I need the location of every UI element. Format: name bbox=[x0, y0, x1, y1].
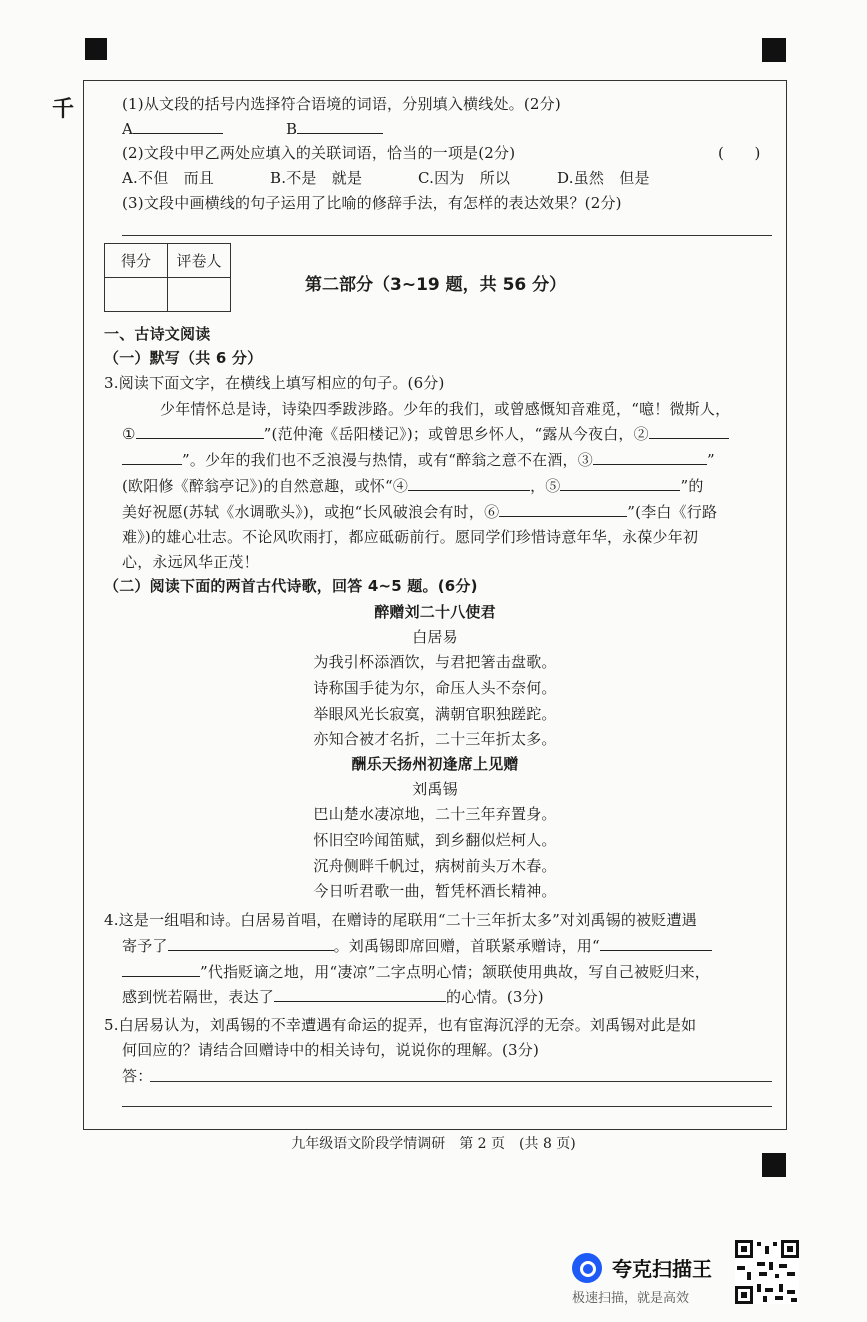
answer-label: 答： bbox=[122, 1067, 153, 1085]
poem2-author: 刘禹锡 bbox=[412, 780, 458, 798]
poem2-line-4: 今日听君歌一曲，暂凭杯酒长精神。 bbox=[313, 882, 557, 900]
q2-answer-paren[interactable]: ( ) bbox=[718, 144, 761, 162]
blank-2[interactable] bbox=[649, 424, 729, 439]
q4-blank-1[interactable] bbox=[168, 936, 334, 951]
blank-1[interactable] bbox=[136, 424, 264, 439]
blank-2-cont[interactable] bbox=[122, 450, 182, 465]
q4-line-2: 寄予了 。刘禹锡即席回赠，首联紧承赠诗，用“ bbox=[122, 936, 712, 956]
registration-mark-top-right bbox=[762, 38, 786, 62]
answer-line[interactable] bbox=[122, 235, 772, 236]
blank-b[interactable] bbox=[297, 119, 383, 134]
q4-blank-2-cont[interactable] bbox=[122, 962, 200, 977]
answer-line-1[interactable] bbox=[150, 1081, 772, 1082]
qr-code-icon bbox=[735, 1240, 799, 1304]
poem1-line-2: 诗称国手徒为尔，命压人头不奈何。 bbox=[313, 679, 557, 697]
side-mark: 千 bbox=[52, 97, 75, 122]
option-b: B.不是 就是 bbox=[270, 169, 363, 187]
scanner-watermark bbox=[568, 1247, 728, 1307]
poem1-title: 醉赠刘二十八使君 bbox=[374, 603, 496, 621]
q5-line-2: 何回应的？请结合回赠诗中的相关诗句，说说你的理解。(3分) bbox=[122, 1041, 540, 1059]
score-header: 得分 bbox=[105, 244, 168, 278]
sub1-title: （一）默写（共 6 分） bbox=[104, 349, 263, 367]
scanner-logo-icon bbox=[572, 1253, 602, 1283]
q4-line-3: ”代指贬谪之地，用“凄凉”二字点明心情；颔联使用典故，写自己被贬归来， bbox=[122, 962, 710, 982]
q4-line-4: 感到恍若隔世，表达了 的心情。(3分) bbox=[122, 988, 544, 1006]
poem1-author: 白居易 bbox=[412, 628, 458, 646]
blank-4[interactable] bbox=[408, 476, 530, 491]
score-cell[interactable] bbox=[105, 278, 168, 312]
label-a: A bbox=[122, 120, 134, 138]
q5-line-1: 5.白居易认为，刘禹锡的不幸遭遇有命运的捉弄，也有宦海沉浮的无奈。刘禹锡对此是如 bbox=[104, 1016, 697, 1034]
section-title: 一、古诗文阅读 bbox=[104, 325, 211, 343]
poem2-title: 酬乐天扬州初逢席上见赠 bbox=[351, 755, 519, 773]
q1-answer-row bbox=[122, 119, 383, 139]
score-table bbox=[104, 243, 231, 312]
passage-line-4: (欧阳修《醉翁亭记》)的自然意趣，或怀“④ ，⑤ ”的 bbox=[122, 477, 704, 495]
q2-text: (2)文段中甲乙两处应填入的关联词语，恰当的一项是(2分) bbox=[122, 144, 516, 162]
poem1-line-4: 亦知合被才名折，二十三年折太多。 bbox=[313, 730, 557, 748]
passage-line-7: 心，永远风华正茂！ bbox=[122, 553, 259, 571]
passage-line-2: ① ”(范仲淹《岳阳楼记》)；或曾思乡怀人，“露从今夜白，② bbox=[122, 424, 729, 444]
q4-blank-3[interactable] bbox=[274, 987, 446, 1002]
poem2-line-3: 沉舟侧畔千帆过，病树前头万木春。 bbox=[313, 857, 557, 875]
grader-header: 评卷人 bbox=[168, 244, 231, 278]
page-footer: 九年级语文阶段学情调研 第 2 页 (共 8 页) bbox=[291, 1136, 576, 1152]
blank-6[interactable] bbox=[499, 502, 627, 517]
passage-line-3: ”。少年的我们也不乏浪漫与热情，或有“醉翁之意不在酒，③ ” bbox=[122, 450, 715, 470]
option-d: D.虽然 但是 bbox=[557, 169, 650, 187]
poem1-line-1: 为我引杯添酒饮，与君把箸击盘歌。 bbox=[313, 653, 557, 671]
q4-line-1: 4.这是一组唱和诗。白居易首唱，在赠诗的尾联用“二十三年折太多”对刘禹锡的被贬遭遇 bbox=[104, 911, 697, 929]
blank-5[interactable] bbox=[560, 476, 680, 491]
passage-line-6: 难》)的雄心壮志。不论风吹雨打，都应砥砺前行。愿同学们珍惜诗意年华，永葆少年初 bbox=[122, 528, 699, 546]
brand-slogan: 极速扫描，就是高效 bbox=[572, 1291, 690, 1306]
poem2-line-2: 怀旧空吟闻笛赋，到乡翻似烂柯人。 bbox=[313, 831, 557, 849]
grader-cell[interactable] bbox=[168, 278, 231, 312]
blank-a[interactable] bbox=[133, 119, 223, 134]
passage-line-5: 美好祝愿(苏轼《水调歌头》)，或抱“长风破浪会有时，⑥ ”(李白《行路 bbox=[122, 503, 718, 521]
registration-mark-top-left bbox=[85, 38, 107, 60]
label-b: B bbox=[286, 120, 298, 138]
q1-text: (1)从文段的括号内选择符合语境的词语，分别填入横线处。(2分) bbox=[122, 95, 561, 113]
passage-line-1: 少年情怀总是诗，诗染四季跋涉路。少年的我们，或曾感慨知音难觅，“噫！微斯人， bbox=[160, 400, 731, 418]
answer-line-2[interactable] bbox=[122, 1106, 772, 1107]
registration-mark-bottom-right bbox=[762, 1153, 786, 1177]
q3-title: 3.阅读下面文字，在横线上填写相应的句子。(6分) bbox=[104, 374, 445, 392]
q3-part1-text: (3)文段中画横线的句子运用了比喻的修辞手法，有怎样的表达效果？(2分) bbox=[122, 194, 622, 212]
sub2-title: （二）阅读下面的两首古代诗歌，回答 4~5 题。(6分) bbox=[104, 577, 478, 595]
poem1-line-3: 举眼风光长寂寞，满朝官职独蹉跎。 bbox=[313, 705, 557, 723]
option-c: C.因为 所以 bbox=[418, 169, 511, 187]
part2-title: 第二部分（3~19 题，共 56 分） bbox=[305, 275, 567, 295]
blank-3[interactable] bbox=[593, 450, 707, 465]
poem2-line-1: 巴山楚水凄凉地，二十三年弃置身。 bbox=[313, 805, 557, 823]
q4-blank-2[interactable] bbox=[600, 936, 712, 951]
brand-name: 夸克扫描王 bbox=[612, 1257, 712, 1281]
option-a: A.不但 而且 bbox=[122, 169, 215, 187]
